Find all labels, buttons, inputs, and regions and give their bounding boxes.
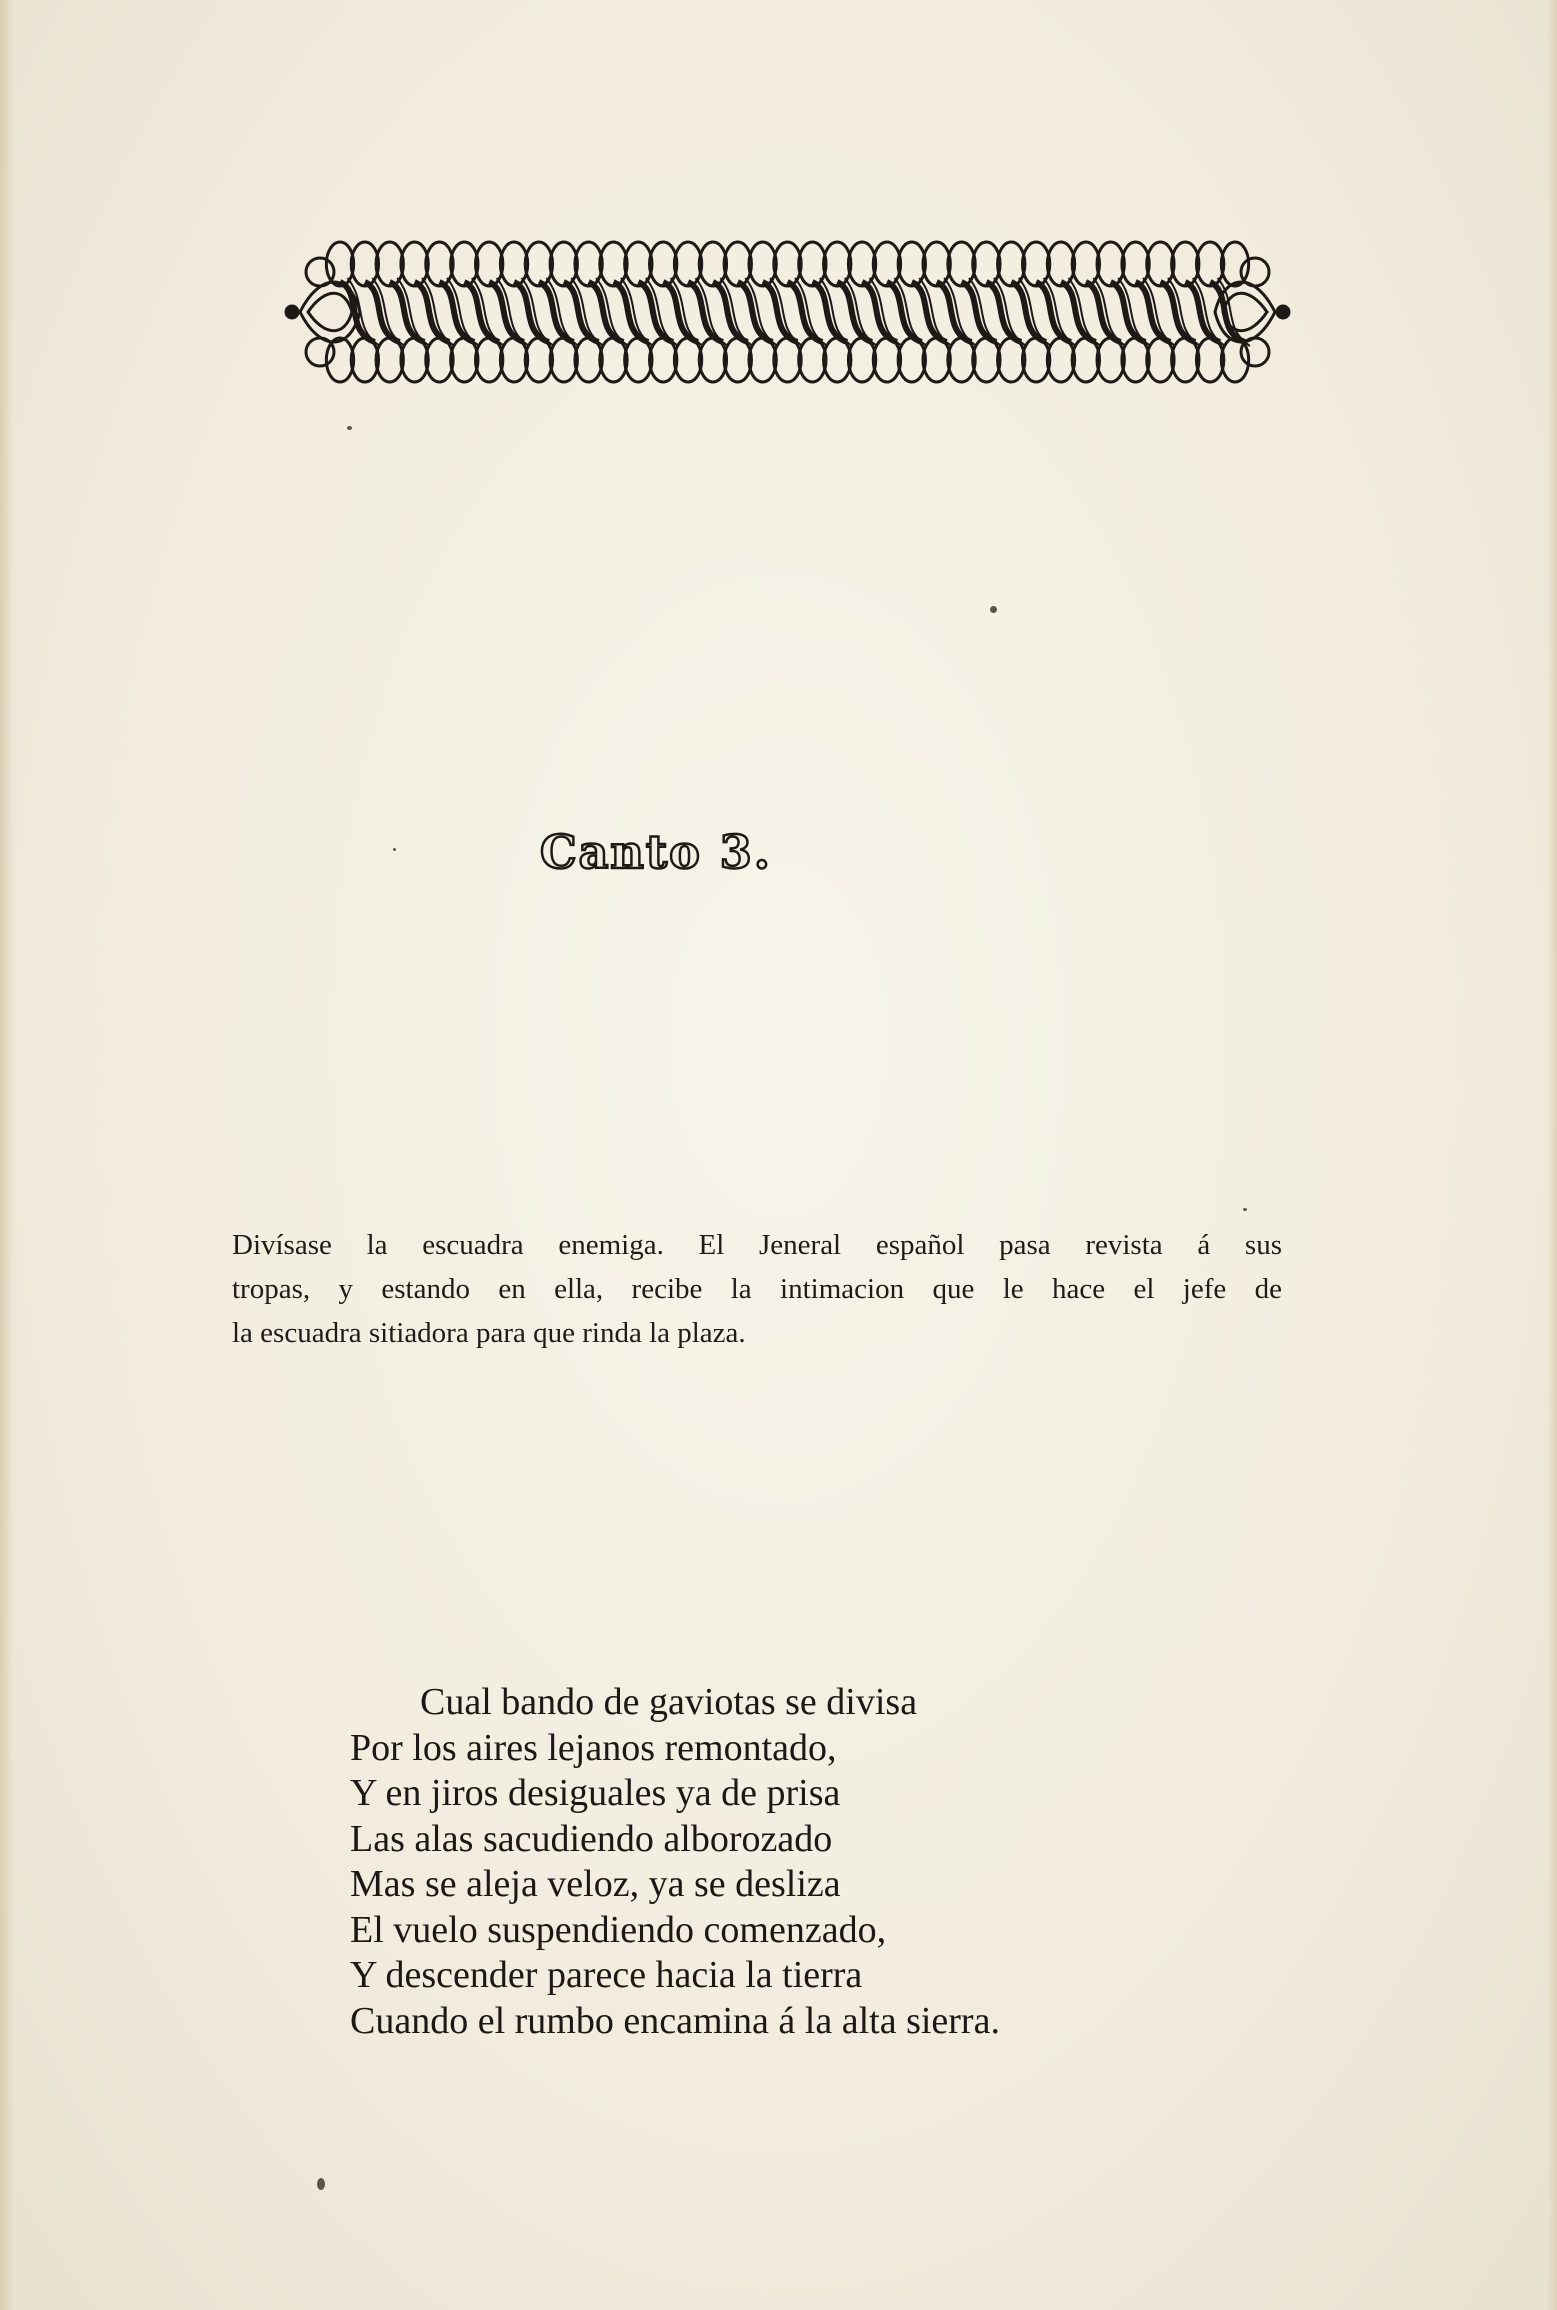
poem-stanza — [350, 1680, 1230, 2044]
chapter-summary — [232, 1223, 1282, 1355]
ink-speck — [317, 2178, 325, 2190]
page-right-edge — [1547, 0, 1557, 2310]
poem-verse: Las alas sacudiendo alborozado — [350, 1817, 833, 1860]
canto-title-text: Canto 3. — [540, 825, 772, 879]
summary-line: Divísase la escuadra enemiga. El Jeneral español pasa revista á sus — [232, 1229, 1282, 1261]
page-left-edge — [0, 0, 14, 2310]
poem-verse: Y descender parece hacia la tierra — [350, 1954, 863, 1996]
ink-speck — [347, 426, 352, 430]
poem-verse: Por los aires lejanos remontado, — [350, 1726, 837, 1769]
poem-verse: Y en jiros desiguales ya de prisa — [350, 1772, 841, 1814]
ink-speck — [990, 606, 997, 613]
poem-verse: Cuando el rumbo encamina á la alta sierra. — [350, 1999, 1000, 2042]
ink-speck — [1243, 1208, 1247, 1211]
summary-line: tropas, y estando en ella, recibe la intimacion que le hace el jefe de — [232, 1273, 1282, 1305]
poem-verse: Cual bando de gaviotas se divisa — [420, 1681, 918, 1723]
summary-line: la escuadra sitiadora para que rinda la plaza. — [232, 1317, 746, 1349]
canto-heading — [540, 822, 1000, 882]
ink-speck — [393, 848, 396, 851]
scrollwork-band-ornament-icon — [270, 232, 1305, 392]
poem-verse: El vuelo suspendiendo comenzado, — [350, 1908, 887, 1951]
poem-verse: Mas se aleja veloz, ya se desliza — [350, 1863, 841, 1905]
